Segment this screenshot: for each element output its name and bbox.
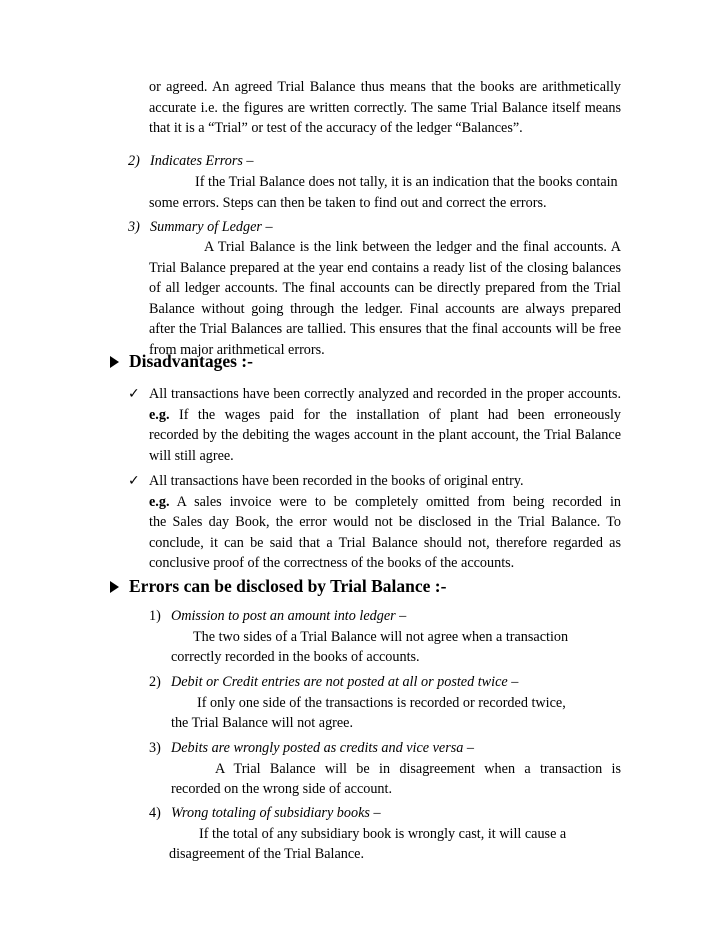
list-number: 2) xyxy=(149,674,161,690)
list-number: 2) xyxy=(128,153,140,169)
error-title: Debits are wrongly posted as credits and vice versa – xyxy=(171,740,475,756)
example-line xyxy=(149,492,621,513)
text-line: All transactions have been correctly analyzed and recorded in the proper accounts. xyxy=(149,386,621,402)
text-line: of all ledger accounts. The final accounts can be directly prepared from the Trial xyxy=(149,280,621,296)
text-line: the Sales day Book, the error would not be disclosed in the Trial Balance. To xyxy=(149,514,621,530)
text-line: that it is a “Trial” or test of the accuracy of the ledger “Balances”. xyxy=(149,120,523,136)
intro-paragraph xyxy=(149,77,621,139)
text-line: from major arithmetical errors. xyxy=(149,341,325,358)
example-text: A sales invoice were to be completely omitted from being recorded in xyxy=(176,493,621,510)
text-line: will still agree. xyxy=(149,447,234,464)
list-number: 3) xyxy=(128,219,140,235)
checkmark-icon: ✓ xyxy=(128,386,140,402)
list-number: 1) xyxy=(149,608,161,624)
point-2-body xyxy=(149,172,621,213)
heading-text: Errors can be disclosed by Trial Balance :- xyxy=(129,576,447,596)
text-line: If the Trial Balance does not tally, it is an indication that the books contain xyxy=(195,174,618,190)
text-line: conclude, it can be said that a Trial Balance should not, therefore regarded as xyxy=(149,534,621,551)
text-line: Trial Balance prepared at the year end contains a ready list of the closing balances xyxy=(149,259,621,276)
text-line: If only one side of the transactions is recorded or recorded twice, xyxy=(197,694,566,711)
arrow-bullet-icon xyxy=(110,356,119,368)
text-line: recorded on the wrong side of account. xyxy=(171,781,393,797)
text-line: If the total of any subsidiary book is wrongly cast, it will cause a xyxy=(199,825,567,842)
error-item-3 xyxy=(149,738,621,800)
text-line: A Trial Balance is the link between the ledger and the final accounts. A xyxy=(204,239,621,255)
text-line: accurate i.e. the figures are written correctly. The same Trial Balance itself means xyxy=(149,99,621,116)
example-text: If the wages paid for the installation of plant had been erroneously xyxy=(178,406,621,423)
errors-heading xyxy=(110,575,446,597)
text-line: A Trial Balance will be in disagreement when a transaction is xyxy=(215,760,621,777)
error-item-2 xyxy=(149,672,629,734)
error-title: Debit or Credit entries are not posted at all or posted twice – xyxy=(171,674,519,690)
text-line: All transactions have been recorded in the books of original entry. xyxy=(149,473,524,489)
text-line: some errors. Steps can then be taken to find out and correct the errors. xyxy=(149,194,547,211)
disadvantage-item-1 xyxy=(149,384,621,466)
error-item-4 xyxy=(149,803,629,865)
eg-label: e.g. xyxy=(149,406,170,423)
disadvantages-heading xyxy=(110,350,253,372)
text-line: after the Trial Balances are tallied. This ensures that the final accounts will be free xyxy=(149,321,621,337)
point-title: Indicates Errors – xyxy=(150,153,254,169)
heading-text: Disadvantages :- xyxy=(129,351,253,371)
point-3-title xyxy=(128,217,628,238)
text-line: Balance without going through the ledger. Final accounts are always prepared xyxy=(149,300,621,317)
point-3-body xyxy=(149,237,621,360)
list-number: 3) xyxy=(149,740,161,756)
error-item-1 xyxy=(149,606,629,668)
text-line: the Trial Balance will not agree. xyxy=(171,715,354,731)
error-title: Omission to post an amount into ledger – xyxy=(171,608,407,624)
arrow-bullet-icon xyxy=(110,581,119,593)
point-2-title xyxy=(128,151,628,172)
error-title: Wrong totaling of subsidiary books – xyxy=(171,805,381,821)
text-line: correctly recorded in the books of accounts. xyxy=(171,649,420,665)
disadvantage-item-2 xyxy=(149,471,621,574)
point-title: Summary of Ledger – xyxy=(150,219,273,235)
example-line xyxy=(149,405,621,426)
text-line: disagreement of the Trial Balance. xyxy=(169,846,365,862)
list-number: 4) xyxy=(149,805,161,821)
eg-label: e.g. xyxy=(149,493,170,510)
text-line: recorded by the debiting the wages account in the plant account, the Trial Balance xyxy=(149,427,621,443)
checkmark-icon: ✓ xyxy=(128,473,140,489)
text-line: The two sides of a Trial Balance will not agree when a transaction xyxy=(193,628,569,645)
text-line: or agreed. An agreed Trial Balance thus means that the books are arithmetically xyxy=(149,79,621,95)
text-line: conclusive proof of the correctness of the books of the accounts. xyxy=(149,555,515,571)
